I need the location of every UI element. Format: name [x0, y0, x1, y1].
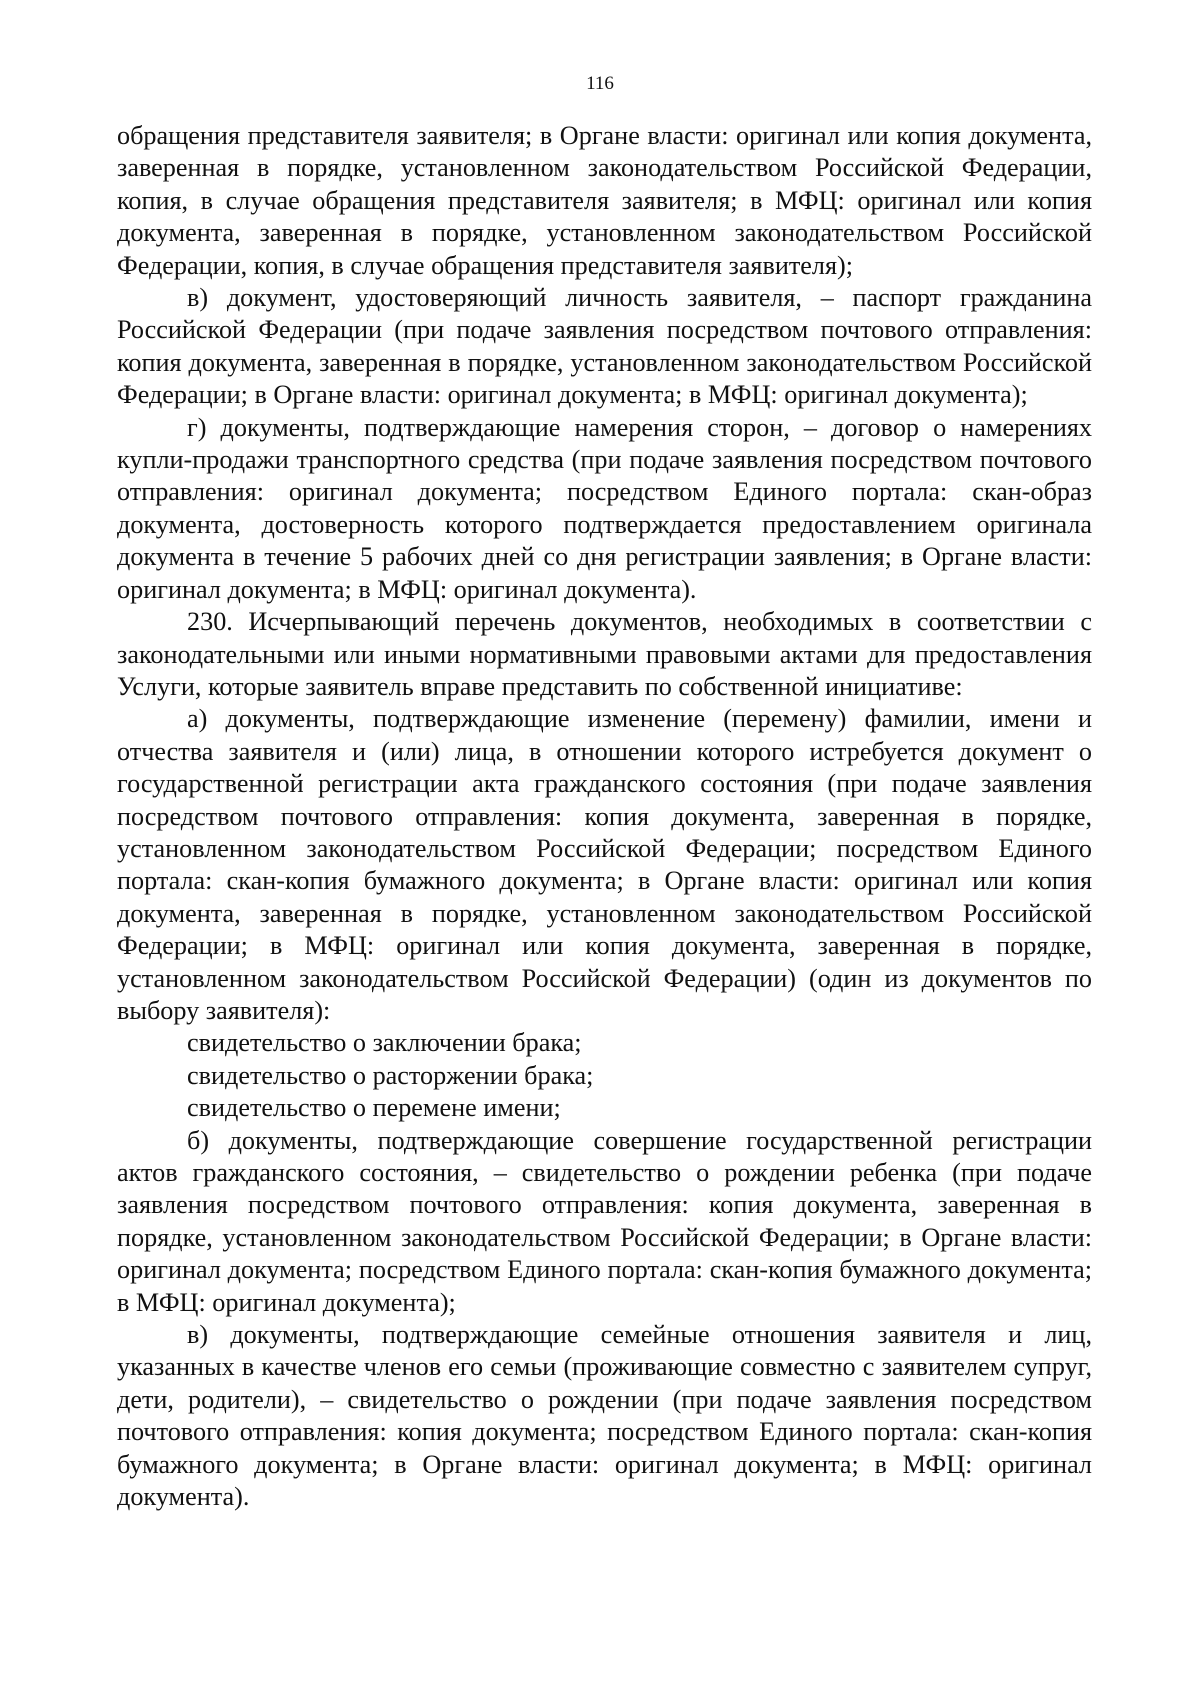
- page-number: 116: [586, 73, 614, 94]
- paragraph-item-v-family: в) документы, подтверждающие семейные отношения заявителя и лиц, указанных в качестве членов его семьи (проживающие совместно с заявителем супруг, дети, родители), – свидетельство о рождении (при подаче заявления посредством почтового отправления: копия документа; посредством Единого портала: скан-копия бумажного документа; в Органе власти: оригинал документа; в МФЦ: оригинал документа).: [117, 1320, 1092, 1512]
- paragraph-item-b-registration: б) документы, подтверждающие совершение государственной регистрации актов гражданского состояния, – свидетельство о рождении ребенка (при подаче заявления посредством почтового отправления: копия документа, заверенная в порядке, установленном законодательством Российской Федерации; в Органе власти: оригинал документа; посредством Единого портала: скан-копия бумажного документа; в МФЦ: оригинал документа);: [117, 1125, 1092, 1317]
- document-body: [117, 120, 1092, 1513]
- paragraph-item-a-name-change: а) документы, подтверждающие изменение (перемену) фамилии, имени и отчества заявителя и (или) лица, в отношении которого истребуется документ о государственной регистрации акта гражданского состояния (при подаче заявления посредством почтового отправления: копия документа, заверенная в порядке, установленном законодательством Российской Федерации; посредством Единого портала: скан-копия бумажного документа; в Органе власти: оригинал или копия документа, заверенная в порядке, установленном законодательством Российской Федерации; в МФЦ: оригинал или копия документа, заверенная в порядке, установленном законодательством Российской Федерации) (один из документов по выбору заявителя):: [117, 704, 1092, 1025]
- paragraph-item-g-intentions: г) документы, подтверждающие намерения сторон, – договор о намерениях купли-продажи транспортного средства (при подаче заявления посредством почтового отправления: оригинал документа; посредством Единого портала: скан-образ документа, достоверность которого подтверждается предоставлением оригинала документа в течение 5 рабочих дней со дня регистрации заявления; в Органе власти: оригинал документа; в МФЦ: оригинал документа).: [117, 412, 1092, 604]
- paragraph-continuation: обращения представителя заявителя; в Органе власти: оригинал или копия документа, заверенная в порядке, установленном законодательством Российской Федерации, копия, в случае обращения представителя заявителя; в МФЦ: оригинал или копия документа, заверенная в порядке, установленном законодательством Российской Федерации, копия, в случае обращения представителя заявителя);: [117, 121, 1092, 280]
- list-item-name-change: свидетельство о перемене имени;: [187, 1093, 561, 1123]
- paragraph-230: 230. Исчерпывающий перечень документов, необходимых в соответствии с законодательными или иными нормативными правовыми актами для предоставления Услуги, которые заявитель вправе представить по собственной инициативе:: [117, 607, 1092, 701]
- list-item-divorce: свидетельство о расторжении брака;: [187, 1060, 594, 1090]
- list-item-marriage: свидетельство о заключении брака;: [187, 1028, 582, 1058]
- paragraph-item-v-identity: в) документ, удостоверяющий личность заявителя, – паспорт гражданина Российской Федерации (при подаче заявления посредством почтового отправления: копия документа, заверенная в порядке, установленном законодательством Российской Федерации; в Органе власти: оригинал документа; в МФЦ: оригинал документа);: [117, 283, 1092, 410]
